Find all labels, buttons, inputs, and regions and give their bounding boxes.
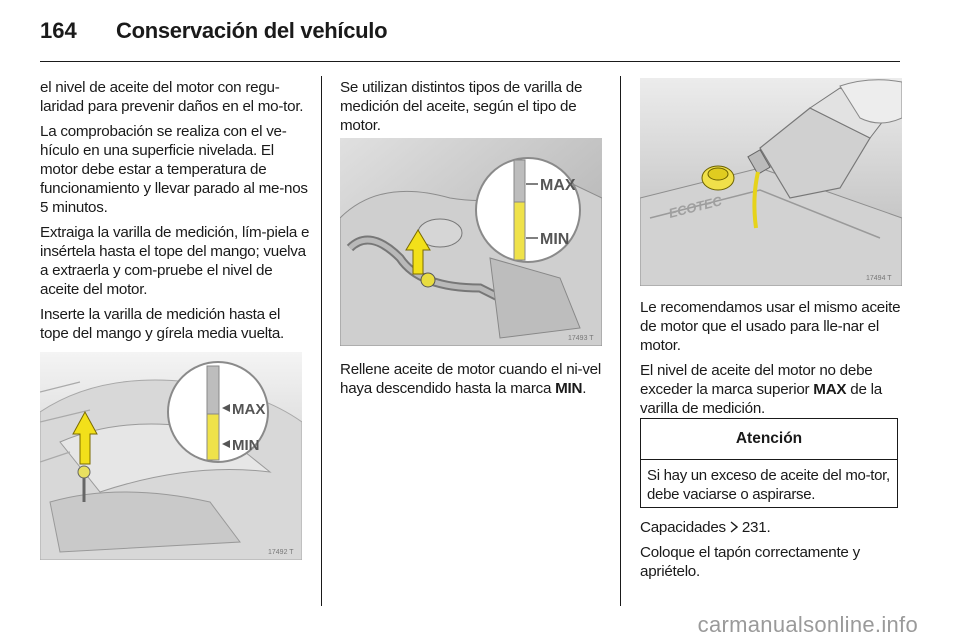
header-divider: [40, 61, 900, 62]
max-bold: MAX: [813, 381, 847, 398]
column-2-lower: [340, 360, 608, 404]
page-title: Conservación del vehículo: [116, 18, 388, 43]
max-label: MAX: [540, 177, 576, 194]
engine-brand-text: ECOTEC: [667, 193, 724, 221]
column-1: [40, 78, 312, 349]
min-label: MIN: [232, 437, 260, 454]
warning-text: Si hay un exceso de aceite del mo-tor, debe vaciarse o aspirarse.: [647, 467, 890, 503]
figure-code: 17492 T: [268, 549, 294, 556]
paragraph: Extraiga la varilla de medición, lím-piela e insértela hasta el tope del mango; vuelva a extraerla y com-pruebe el nivel de aceite del motor.: [40, 224, 310, 298]
oil-filling-figure: [640, 78, 902, 286]
paragraph: Rellene aceite de motor cuando el ni-vel haya descendido hasta la marca MIN.: [340, 361, 602, 397]
page-reference-icon: [730, 519, 738, 531]
column-2: [340, 78, 608, 141]
paragraph: Capacidades 231.: [640, 519, 771, 536]
dipstick-figure-2: [340, 138, 602, 346]
column-3-lower: [640, 518, 902, 587]
min-bold: MIN: [555, 380, 583, 397]
watermark: carmanualsonline.info: [697, 612, 918, 637]
warning-box: [640, 418, 898, 508]
dipstick-figure-1: [40, 352, 302, 560]
column-3: [640, 298, 902, 424]
column-divider-right: [620, 76, 621, 606]
figure-code: 17494 T: [866, 275, 892, 282]
paragraph: Coloque el tapón correctamente y apriételo.: [640, 544, 860, 580]
paragraph: Inserte la varilla de medición hasta el tope del mango y gírela media vuelta.: [40, 306, 285, 342]
paragraph: El nivel de aceite del motor no debe exceder la marca superior MAX de la varilla de medición.: [640, 362, 882, 417]
figure-code: 17493 T: [568, 335, 594, 342]
paragraph: el nivel de aceite del motor con regu-laridad para prevenir daños en el mo-tor.: [40, 79, 304, 115]
page-number: 164: [40, 18, 77, 43]
paragraph: Se utilizan distintos tipos de varilla de medición del aceite, según el tipo de motor.: [340, 79, 583, 134]
paragraph: Le recomendamos usar el mismo aceite de motor que el usado para lle-nar el motor.: [640, 299, 901, 354]
min-label: MIN: [540, 231, 570, 248]
max-label: MAX: [232, 401, 266, 418]
warning-title: Atención: [641, 419, 897, 460]
paragraph: La comprobación se realiza con el ve-hículo en una superficie nivelada. El motor debe estar a temperatura de funcionamiento y llevar parado al me-nos 5 minutos.: [40, 123, 308, 216]
column-divider-left: [321, 76, 322, 606]
